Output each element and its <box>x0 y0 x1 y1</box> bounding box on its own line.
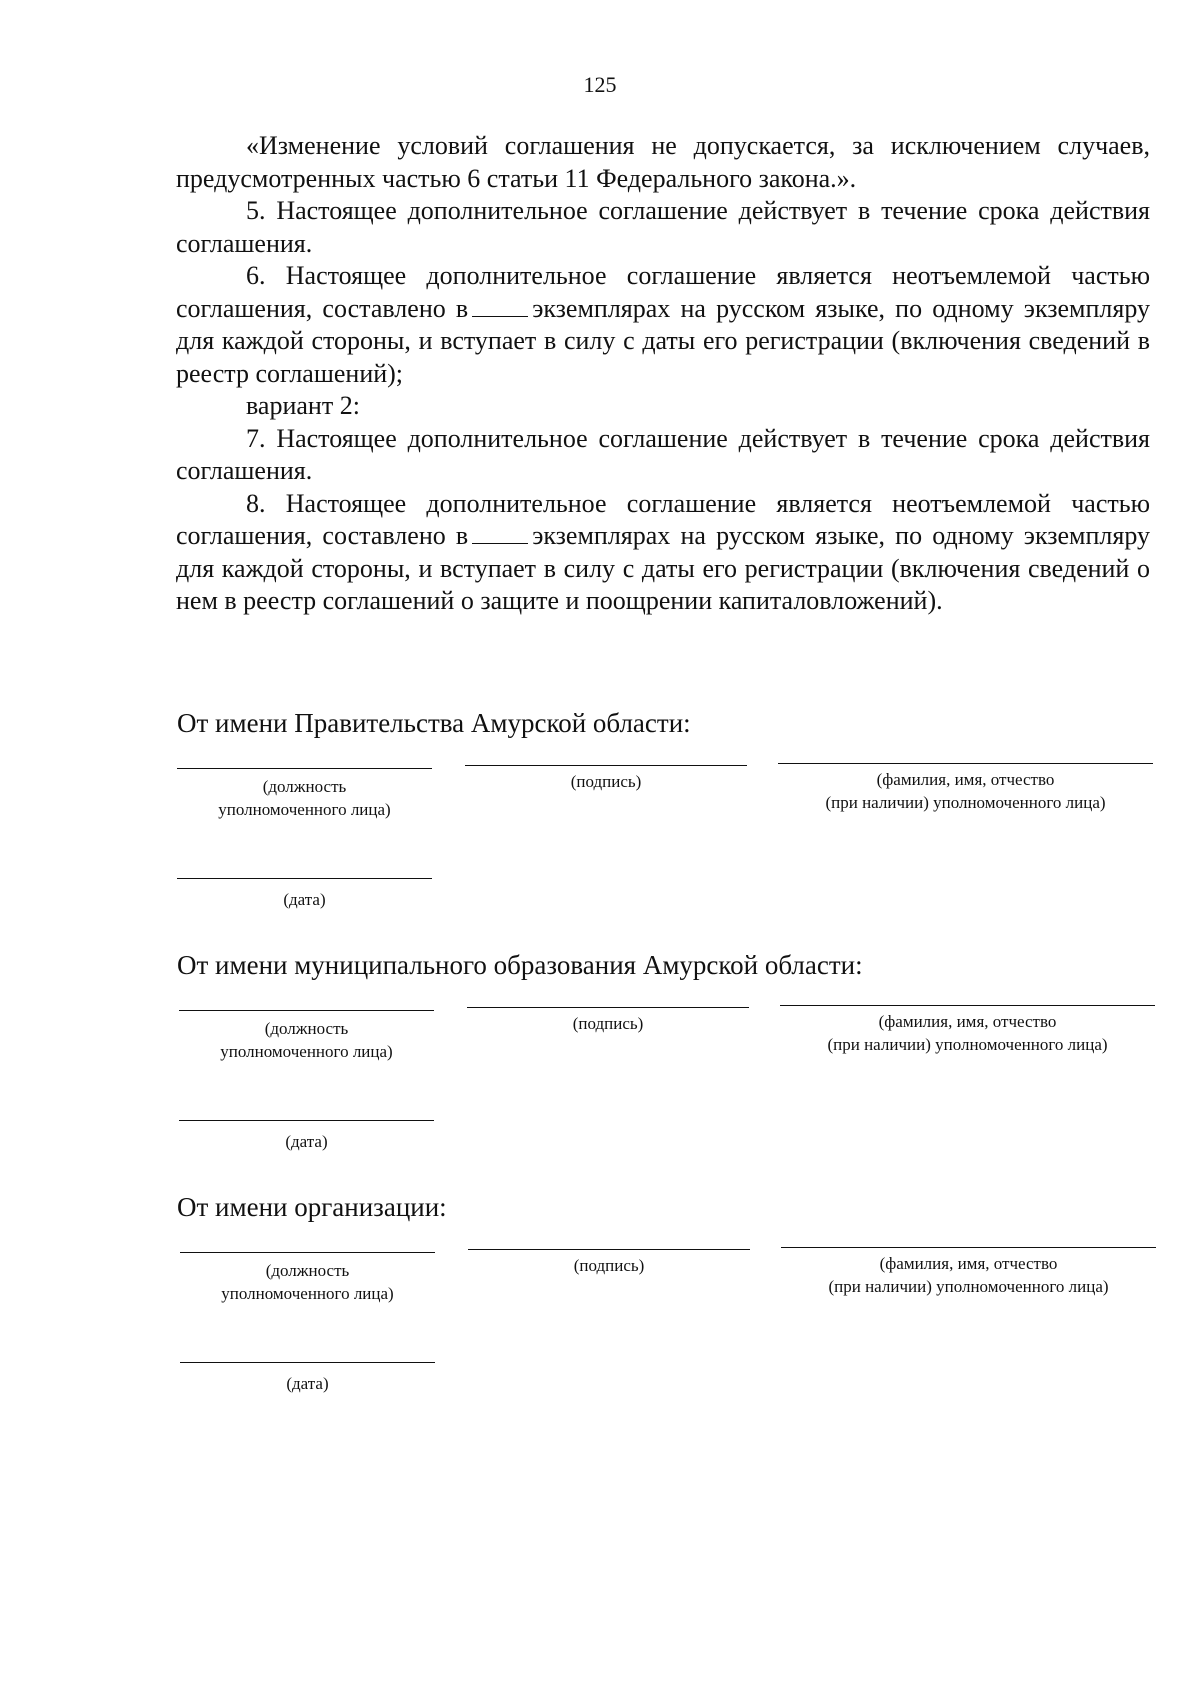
date-line <box>179 1120 434 1121</box>
copies-blank <box>472 525 528 544</box>
paragraph-8 <box>176 488 1150 618</box>
signature-caption: (подпись) <box>570 772 642 791</box>
paragraph-6 <box>176 260 1150 390</box>
signature-line <box>467 1007 749 1008</box>
position-line <box>179 1010 434 1011</box>
name-line <box>781 1247 1156 1248</box>
signature-caption: (подпись) <box>572 1014 644 1033</box>
copies-blank <box>472 298 528 317</box>
paragraph-6-start: 6. Настоящее дополнительное соглашение является неотъемлемой частью соглашения, составлено в <box>176 261 1150 323</box>
position-line <box>180 1252 435 1253</box>
date-caption: (дата) <box>283 890 326 909</box>
date-caption: (дата) <box>286 1374 329 1393</box>
date-line <box>180 1362 435 1363</box>
name-caption: (фамилия, имя, отчество (при наличии) уполномоченного лица) <box>827 1012 1108 1054</box>
signature-line <box>468 1249 750 1250</box>
name-line <box>778 763 1153 764</box>
signature-block-organization <box>0 1192 1200 1412</box>
date-line <box>177 878 432 879</box>
signature-block-government <box>0 708 1200 928</box>
paragraph-5: 5. Настоящее дополнительное соглашение действует в течение срока действия соглашения. <box>176 196 1150 258</box>
name-line <box>780 1005 1155 1006</box>
paragraph-amendment-quote: «Изменение условий соглашения не допускается, за исключением случаев, предусмотренных частью 6 статьи 11 Федерального закона.». <box>176 131 1150 193</box>
signature-caption: (подпись) <box>573 1256 645 1275</box>
paragraph-8-end: экземплярах на русском языке, по одному экземпляру для каждой стороны, и вступает в силу с даты его регистрации (включения сведений о нем в реестр соглашений о защите и поощрении капиталовложений). <box>176 521 1150 615</box>
date-caption: (дата) <box>285 1132 328 1151</box>
signature-line <box>465 765 747 766</box>
signature-block-heading: От имени организации: <box>177 1192 447 1222</box>
paragraph-7: 7. Настоящее дополнительное соглашение действует в течение срока действия соглашения. <box>176 423 1150 485</box>
position-caption-line1: (должность уполномоченного лица) <box>218 777 391 819</box>
position-caption: (должность уполномоченного лица) <box>221 1261 394 1303</box>
signature-block-municipality <box>0 950 1200 1170</box>
signature-block-heading: От имени Правительства Амурской области: <box>177 708 691 738</box>
signature-block-heading: От имени муниципального образования Амурской области: <box>177 950 863 980</box>
paragraph-6-end: экземплярах на русском языке, по одному экземпляру для каждой стороны, и вступает в силу с даты его регистрации (включения сведений в реестр соглашений); <box>176 293 1150 388</box>
document-body <box>176 130 1150 618</box>
name-caption: (фамилия, имя, отчество (при наличии) уполномоченного лица) <box>825 770 1106 812</box>
paragraph-8-start: 8. Настоящее дополнительное соглашение является неотъемлемой частью соглашения, составлено в <box>176 488 1150 550</box>
position-caption: (должность уполномоченного лица) <box>220 1019 393 1061</box>
position-line <box>177 768 432 769</box>
name-caption: (фамилия, имя, отчество (при наличии) уполномоченного лица) <box>828 1254 1109 1296</box>
position-caption <box>177 775 432 821</box>
variant-label: вариант 2: <box>246 391 360 420</box>
page-number: 125 <box>583 72 617 97</box>
